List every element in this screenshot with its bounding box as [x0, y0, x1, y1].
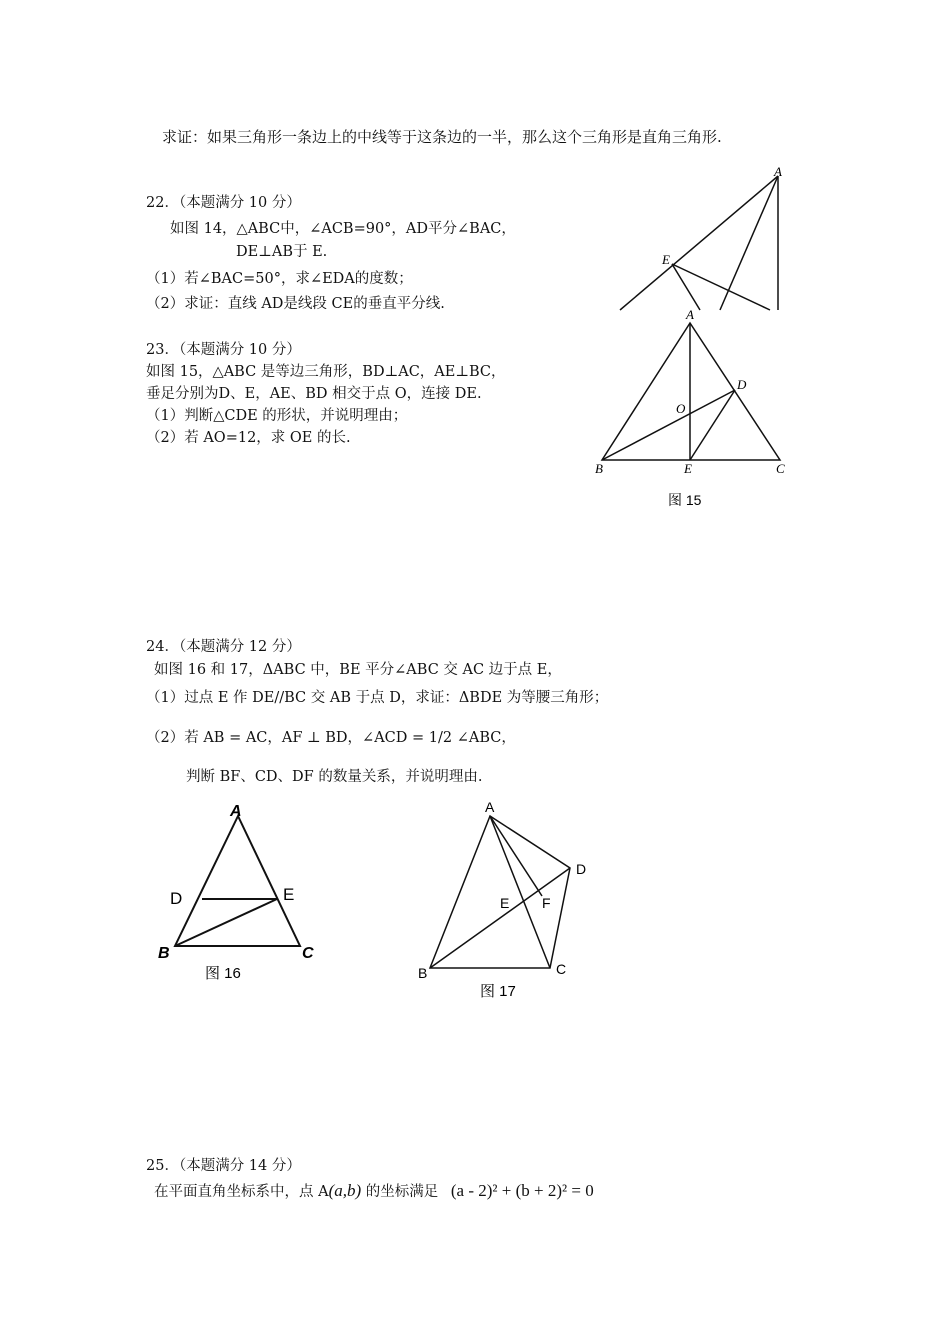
- fig17-label-D: D: [576, 861, 587, 877]
- fig15-label-C: C: [776, 461, 785, 476]
- figure-16: [150, 796, 350, 986]
- fig17-line-BD: [430, 868, 570, 968]
- fig17-label-E: E: [500, 895, 510, 911]
- fig17-label-A: A: [485, 799, 495, 815]
- fig15-label-B: B: [595, 461, 603, 476]
- q22-part2: （2）求证：直线 AD是线段 CE的垂直平分线.: [146, 296, 445, 312]
- fig17-quad-ABCD: [430, 816, 570, 968]
- q25-line1-prefix: 在平面直角坐标系中，点 A: [154, 1184, 329, 1200]
- fig16-label-D: D: [170, 889, 183, 908]
- fig14-line-AE: [620, 176, 778, 310]
- fig16-label-A: A: [230, 803, 242, 820]
- fig16-label-B: B: [158, 945, 170, 962]
- figure-15: [590, 305, 810, 508]
- q23-header: 23．（本题满分 10 分）: [146, 342, 301, 358]
- fig16-line-BE: [175, 899, 277, 946]
- fig17-label-B: B: [418, 965, 428, 981]
- fig14-label-A: A: [774, 164, 782, 179]
- figure-17: [410, 796, 610, 1000]
- q22-part1: （1）若∠BAC=50°，求∠EDA的度数；: [146, 271, 413, 287]
- q22-line1: 如图 14，△ABC中，∠ACB=90°，AD平分∠BAC，: [170, 221, 516, 237]
- fig16-caption: 图 16: [205, 965, 241, 982]
- fig16-label-E: E: [283, 885, 295, 904]
- fig15-label-E: E: [684, 461, 692, 476]
- fig14-label-E: E: [662, 252, 670, 267]
- fig16-label-C: C: [302, 945, 314, 962]
- q24-part2: （2）若 AB = AC，AF ⊥ BD，∠ACD = 1/2 ∠ABC，: [146, 730, 516, 746]
- q25-line1: [154, 1182, 594, 1201]
- fig15-label-A: A: [686, 307, 694, 322]
- q24-part2-cont: 判断 BF、CD、DF 的数量关系，并说明理由.: [186, 769, 483, 785]
- q23-part2: （2）若 AO=12，求 OE 的长.: [146, 430, 351, 446]
- q24-part1: （1）过点 E 作 DE//BC 交 AB 于点 D，求证：ΔBDE 为等腰三角形；: [146, 690, 609, 706]
- q23-line2: 垂足分别为D、E，AE、BD 相交于点 O，连接 DE.: [146, 386, 482, 402]
- q25-point: (a,b): [328, 1181, 362, 1200]
- fig15-triangle-ABC: [602, 323, 780, 460]
- q25-line1-mid: 的坐标满足: [365, 1184, 439, 1200]
- fig15-line-BD: [602, 390, 735, 460]
- fig17-caption: 图 17: [480, 983, 516, 1000]
- fig15-label-O: O: [676, 401, 686, 416]
- fig15-caption: 图 15: [668, 492, 702, 508]
- fig17-label-C: C: [556, 961, 567, 977]
- q23-line1: 如图 15，△ABC 是等边三角形，BD⊥AC，AE⊥BC，: [146, 364, 506, 380]
- q22-header: 22．（本题满分 10 分）: [146, 195, 301, 211]
- fig17-line-AC: [490, 816, 550, 968]
- q23-part1: （1）判断△CDE 的形状，并说明理由；: [146, 408, 408, 424]
- intro-statement: 求证：如果三角形一条边上的中线等于这条边的一半，那么这个三角形是直角三角形.: [162, 128, 722, 146]
- fig16-triangle-ABC: [175, 816, 300, 946]
- fig15-line-DE: [690, 390, 735, 460]
- q25-equation: (a - 2)² + (b + 2)² = 0: [450, 1181, 594, 1200]
- figure-14: [610, 166, 800, 311]
- fig17-label-F: F: [542, 895, 551, 911]
- fig15-label-D: D: [737, 377, 747, 392]
- q25-header: 25．（本题满分 14 分）: [146, 1158, 301, 1174]
- q24-line1: 如图 16 和 17，ΔABC 中，BE 平分∠ABC 交 AC 边于点 E，: [154, 662, 562, 678]
- fig17-line-AF: [490, 816, 542, 896]
- q24-header: 24．（本题满分 12 分）: [146, 639, 301, 655]
- q22-line2: DE⊥AB于 E.: [236, 244, 328, 260]
